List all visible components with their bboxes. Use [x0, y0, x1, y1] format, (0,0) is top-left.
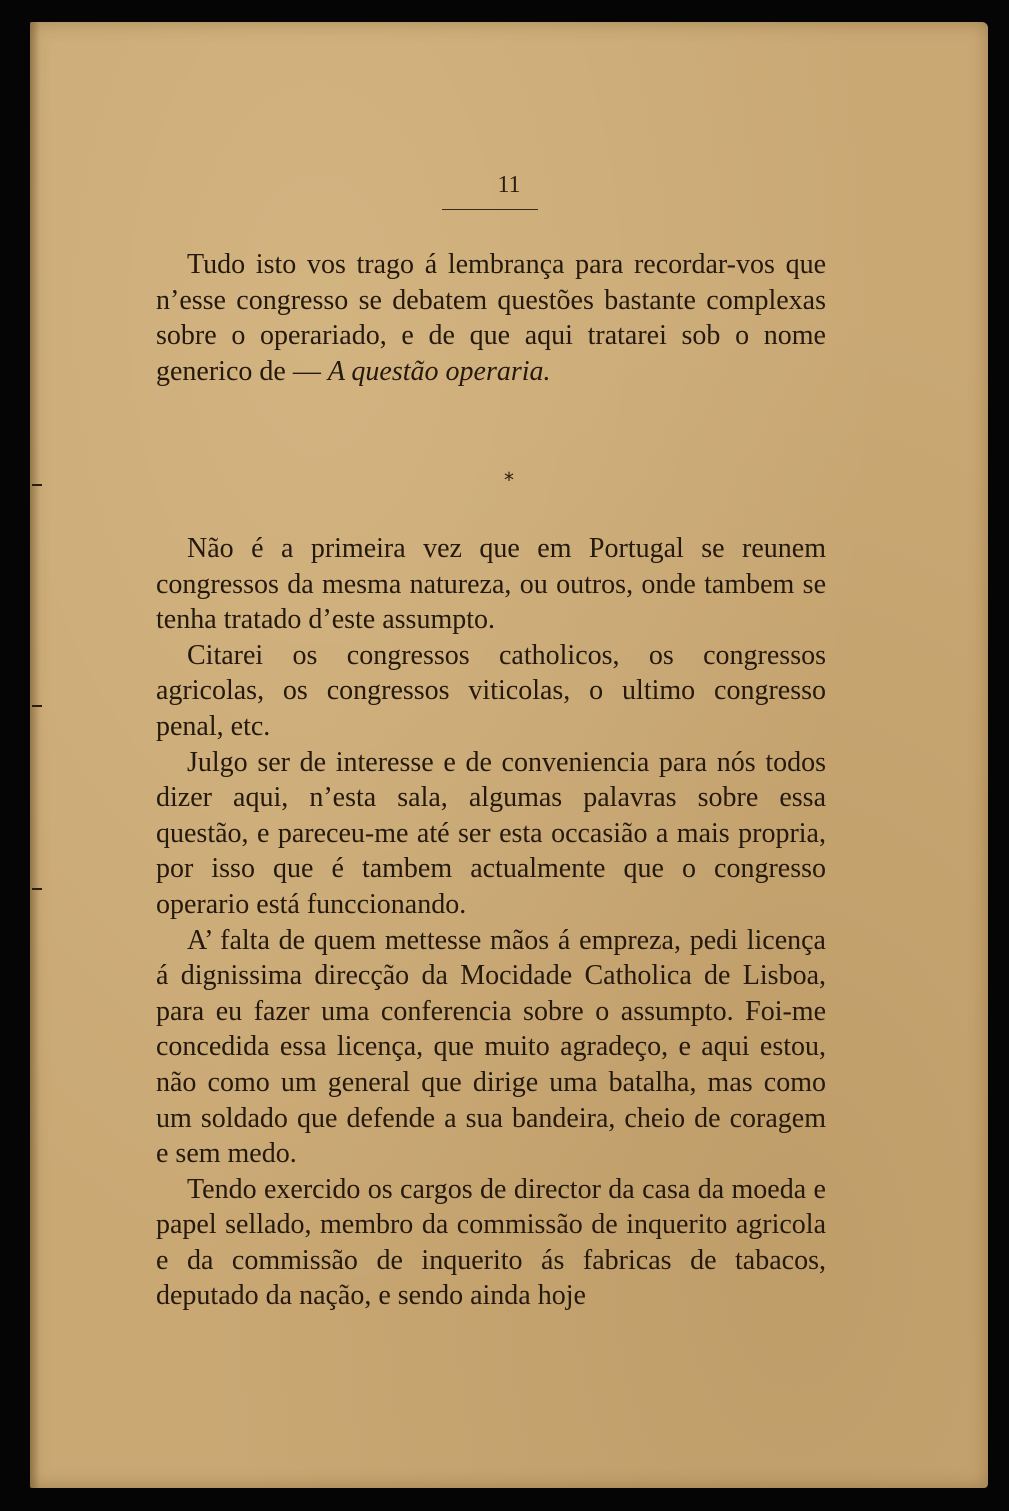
page-number: 11 [497, 172, 521, 198]
paragraph [156, 247, 826, 389]
paragraph-text: Tudo isto vos trago á lembrança para recordar-vos que n’esse congresso se debatem questões bastante complexas sobre o operariado, e de que aqui tratarei sob o nome generico de — [156, 249, 826, 387]
section-separator: * [504, 468, 514, 492]
paragraph: Julgo ser de interesse e de conveniencia para nós todos dizer aqui, n’esta sala, algumas palavras sobre essa questão, e pareceu-me até ser esta occasião a mais propria, por isso que é tambem actualmente que o congresso operario está funccionando. [156, 746, 826, 920]
margin-mark [32, 705, 42, 707]
paragraph: A’ falta de quem mettesse mãos á empreza, pedi licença á dignissima direcção da Mocidade Catholica de Lisboa, para eu fazer uma conferencia sobre o assumpto. Foi-me concedida essa licença, que muito agradeço, e aqui estou, não como um general que dirige uma batalha, mas como um soldado que defende a sua bandeira, cheio de coragem e sem medo. [156, 924, 826, 1170]
text-block-1 [156, 247, 826, 389]
paragraph: Não é a primeira vez que em Portugal se reunem congressos da mesma natureza, ou outros, onde tambem se tenha tratado d’este assumpto. [156, 533, 826, 636]
paragraph: Citarei os congressos catholicos, os congressos agricolas, os congressos viticolas, o ultimo congresso penal, etc. [156, 639, 826, 742]
book-page [30, 22, 988, 1488]
text-block-2 [156, 531, 826, 1314]
margin-mark [32, 888, 42, 890]
header-rule [442, 209, 538, 210]
italic-title: A questão operaria. [327, 355, 551, 387]
paragraph: Tendo exercido os cargos de director da casa da moeda e papel sellado, membro da commissão de inquerito agricola e da commissão de inquerito ás fabricas de tabacos, deputado da nação, e sendo ainda hoje [156, 1173, 826, 1312]
page-edge-shadow [30, 22, 40, 1488]
